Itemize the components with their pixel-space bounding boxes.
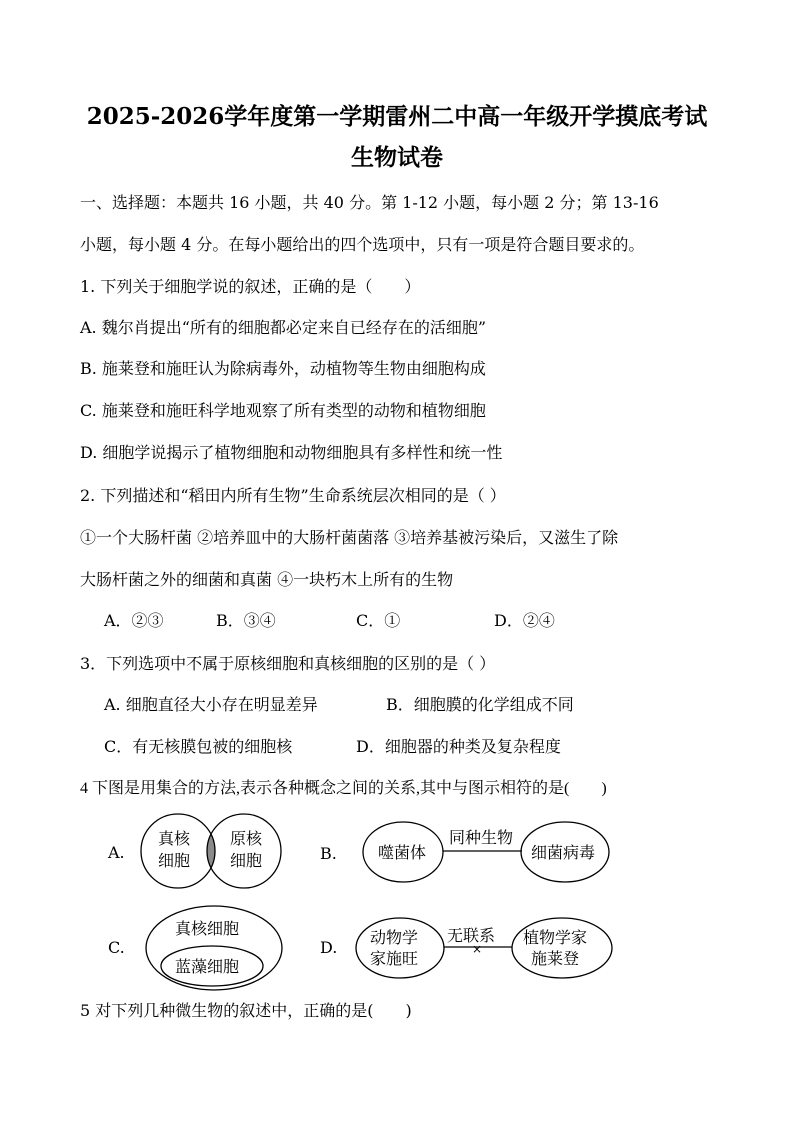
q2-option-d: D．②④ bbox=[494, 611, 555, 630]
q4-stem: 4 下图是用集合的方法,表示各种概念之间的关系,其中与图示相符的是( ) bbox=[80, 780, 607, 797]
d-right-ellipse bbox=[512, 918, 612, 978]
q1-option-c: C. 施莱登和施旺科学地观察了所有类型的动物和植物细胞 bbox=[80, 401, 486, 420]
d-cross-icon: × bbox=[472, 942, 483, 956]
q4-d-right-text-1: 植物学家 bbox=[523, 928, 588, 947]
q4-d-label: D. bbox=[320, 938, 338, 957]
q4-d-right-text-2: 施莱登 bbox=[531, 949, 580, 968]
q4-a-right-text-2: 细胞 bbox=[230, 851, 263, 870]
q4-a-left-text-2: 细胞 bbox=[158, 851, 191, 870]
q1-stem: 1. 下列关于细胞学说的叙述，正确的是（ ） bbox=[80, 277, 421, 296]
q4-a-label: A. bbox=[108, 843, 125, 862]
q2-line-1: ①一个大肠杆菌 ②培养皿中的大肠杆菌菌落 ③培养基被污染后，又滋生了除 bbox=[80, 528, 619, 547]
q4-a-left-text-1: 真核 bbox=[158, 829, 191, 848]
q5-stem: 5 对下列几种微生物的叙述中，正确的是( ) bbox=[80, 1001, 412, 1020]
q4-b-mid-text: 同种生物 bbox=[449, 828, 514, 847]
q3-stem: 3．下列选项中不属于原核细胞和真核细胞的区别的是（ ） bbox=[80, 654, 496, 673]
q4-a-right-text-1: 原核 bbox=[230, 829, 263, 848]
q3-option-d: D．细胞器的种类及复杂程度 bbox=[356, 737, 561, 756]
d-left-ellipse bbox=[356, 918, 444, 978]
section-intro-line-2: 小题，每小题 4 分。在每小题给出的四个选项中，只有一项是符合题目要求的。 bbox=[80, 235, 645, 254]
q4-b-label: B. bbox=[320, 844, 337, 863]
q2-line-2: 大肠杆菌之外的细菌和真菌 ④一块朽木上所有的生物 bbox=[80, 570, 454, 589]
q4-c-label: C. bbox=[108, 938, 125, 957]
q4-d-left-text-2: 家施旺 bbox=[370, 949, 419, 968]
q4-c-outer-text: 真核细胞 bbox=[175, 919, 240, 938]
q3-option-a: A. 细胞直径大小存在明显差异 bbox=[104, 695, 318, 714]
exam-title: 2025-2026学年度第一学期雷州二中高一年级开学摸底考试 bbox=[86, 103, 708, 130]
q2-option-a: A．②③ bbox=[104, 611, 164, 630]
q3-option-c: C．有无核膜包被的细胞核 bbox=[104, 737, 293, 756]
q4-diagram-b bbox=[316, 815, 616, 890]
q4-diagram-c bbox=[100, 900, 300, 995]
q4-b-left-text: 噬菌体 bbox=[378, 843, 427, 862]
q1-option-b: B. 施莱登和施旺认为除病毒外，动植物等生物由细胞构成 bbox=[80, 359, 486, 378]
q4-b-right-text: 细菌病毒 bbox=[531, 843, 596, 862]
q3-option-b: B．细胞膜的化学组成不同 bbox=[386, 695, 574, 714]
q4-diagram-a bbox=[100, 810, 300, 890]
q2-option-c: C．① bbox=[356, 611, 401, 630]
q2-stem: 2. 下列描述和“稻田内所有生物”生命系统层次相同的是（ ） bbox=[80, 486, 506, 505]
q4-d-left-text-1: 动物学 bbox=[370, 928, 419, 947]
q1-option-a: A. 魏尔肖提出“所有的细胞都必定来自已经存在的活细胞” bbox=[80, 318, 487, 337]
q1-option-d: D. 细胞学说揭示了植物细胞和动物细胞具有多样性和统一性 bbox=[80, 443, 503, 462]
q4-d-mid-text: 无联系 bbox=[447, 926, 496, 945]
q4-diagram-d bbox=[316, 910, 636, 988]
q2-option-b: B．③④ bbox=[216, 611, 276, 630]
exam-subtitle: 生物试卷 bbox=[351, 144, 443, 171]
q4-c-inner-text: 蓝藻细胞 bbox=[175, 957, 240, 976]
section-intro-line-1: 一、选择题：本题共 16 小题，共 40 分。第 1-12 小题，每小题 2 分；第 13-16 bbox=[80, 193, 659, 212]
